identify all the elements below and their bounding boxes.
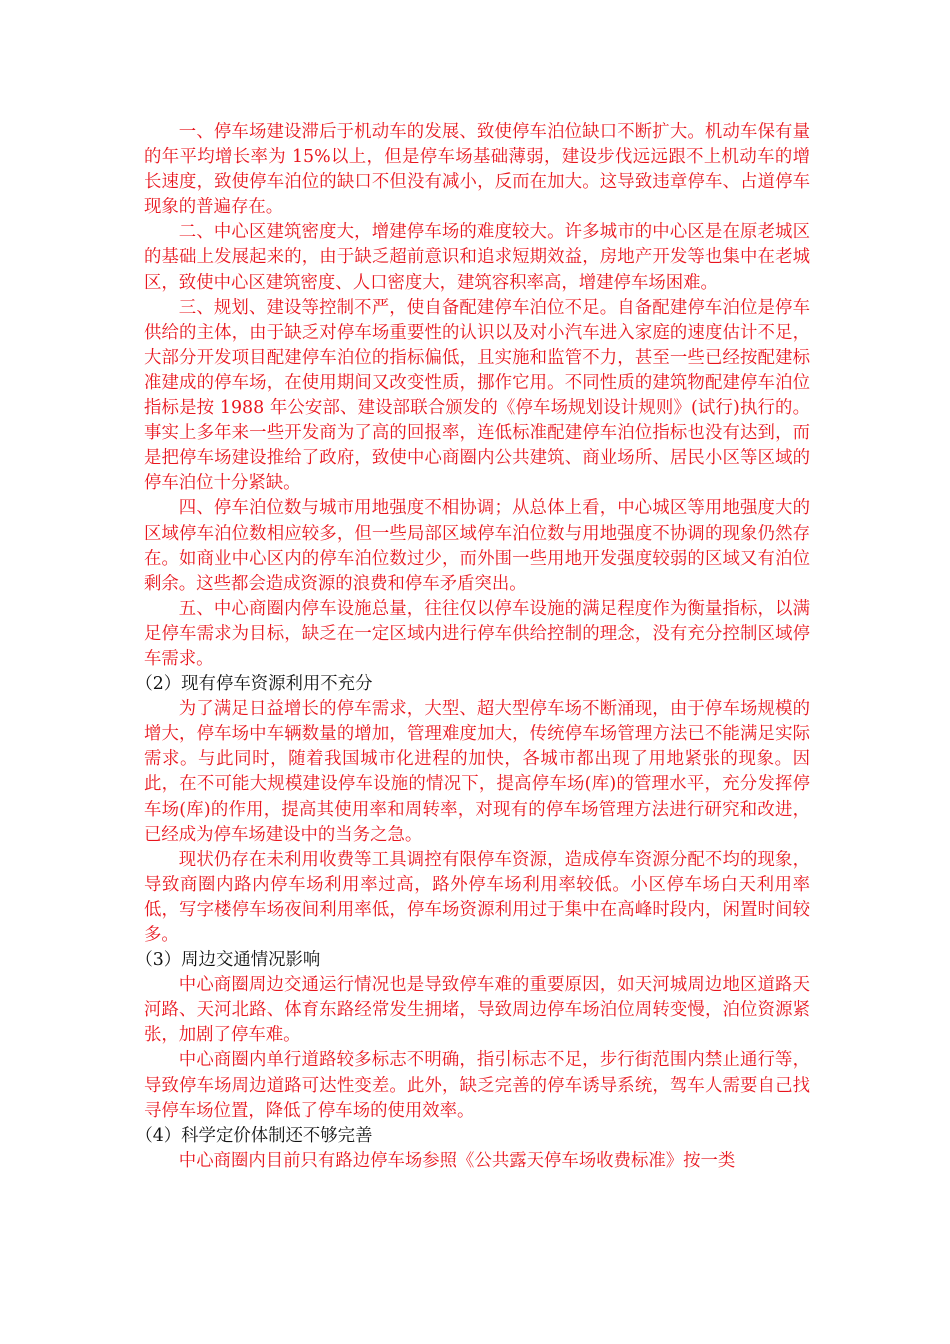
section-heading-4: （4）科学定价体制还不够完善 <box>135 1125 373 1146</box>
paragraph-8: 中心商圈周边交通运行情况也是导致停车难的重要原因，如天河城周边地区道路天河路、天河北路、体育东路经常发生拥堵，导致周边停车场泊位周转变慢，泊位资源紧张，加剧了停车难。 <box>144 975 810 1046</box>
paragraph-9: 中心商圈内单行道路较多标志不明确，指引标志不足，步行街范围内禁止通行等，导致停车场周边道路可达性变差。此外，缺乏完善的停车诱导系统，驾车人需要自己找寻停车场位置，降低了停车场的使用效率。 <box>144 1050 810 1121</box>
paragraph-7: 现状仍存在未利用收费等工具调控有限停车资源，造成停车资源分配不均的现象，导致商圈内路内停车场利用率过高，路外停车场利用率较低。小区停车场白天利用率低，写字楼停车场夜间利用率低，停车场资源利用过于集中在高峰时段内，闲置时间较多。 <box>144 849 810 945</box>
document-page <box>135 120 810 1174</box>
paragraph-5: 五、中心商圈内停车设施总量，往往仅以停车设施的满足程度作为衡量指标，以满足停车需求为目标，缺乏在一定区域内进行停车供给控制的理念，没有充分控制区域停车需求。 <box>144 598 810 669</box>
paragraph-4: 四、停车泊位数与城市用地强度不相协调；从总体上看，中心城区等用地强度大的区域停车泊位数相应较多，但一些局部区域停车泊位数与用地强度不协调的现象仍然存在。如商业中心区内的停车泊位数过少，而外围一些用地开发强度较弱的区域又有泊位剩余。这些都会造成资源的浪费和停车矛盾突出。 <box>144 498 810 594</box>
section-heading-3: （3）周边交通情况影响 <box>135 950 321 971</box>
paragraph-6: 为了满足日益增长的停车需求，大型、超大型停车场不断涌现，由于停车场规模的增大，停车场中车辆数量的增加，管理难度加大，传统停车场管理方法已不能满足实际需求。与此同时，随着我国城市化进程的加快，各城市都出现了用地紧张的现象。因此，在不可能大规模建设停车设施的情况下，提高停车场(库)的管理水平，充分发挥停车场(库)的作用，提高其使用率和周转率，对现有的停车场管理方法进行研究和改进，已经成为停车场建设中的当务之急。 <box>144 699 810 845</box>
paragraph-3: 三、规划、建设等控制不严，使自备配建停车泊位不足。自备配建停车泊位是停车供给的主体，由于缺乏对停车场重要性的认识以及对小汽车进入家庭的速度估计不足，大部分开发项目配建停车泊位的指标偏低，且实施和监管不力，甚至一些已经按配建标准建成的停车场，在使用期间又改变性质，挪作它用。不同性质的建筑物配建停车泊位指标是按 1988 年公安部、建设部联合颁发的《停车场规划设计规则》(试行)执行的。事实上多年来一些开发商为了高的回报率，连低标准配建停车泊位指标也没有达到，而是把停车场建设推给了政府，致使中心商圈内公共建筑、商业场所、居民小区等区域的停车泊位十分紧缺。 <box>144 297 810 494</box>
paragraph-1: 一、停车场建设滞后于机动车的发展、致使停车泊位缺口不断扩大。机动车保有量的年平均增长率为 15%以上，但是停车场基础薄弱，建设步伐远远跟不上机动车的增长速度，致使停车泊位的缺口不但没有减小，反而在加大。这导致违章停车、占道停车现象的普遍存在。 <box>144 122 810 218</box>
paragraph-10: 中心商圈内目前只有路边停车场参照《公共露天停车场收费标准》按一类 <box>178 1150 736 1171</box>
paragraph-2: 二、中心区建筑密度大，增建停车场的难度较大。许多城市的中心区是在原老城区的基础上发展起来的，由于缺乏超前意识和追求短期效益，房地产开发等也集中在老城区，致使中心区建筑密度、人口密度大，建筑容积率高，增建停车场困难。 <box>144 222 810 293</box>
section-heading-2: （2）现有停车资源利用不充分 <box>135 674 373 695</box>
